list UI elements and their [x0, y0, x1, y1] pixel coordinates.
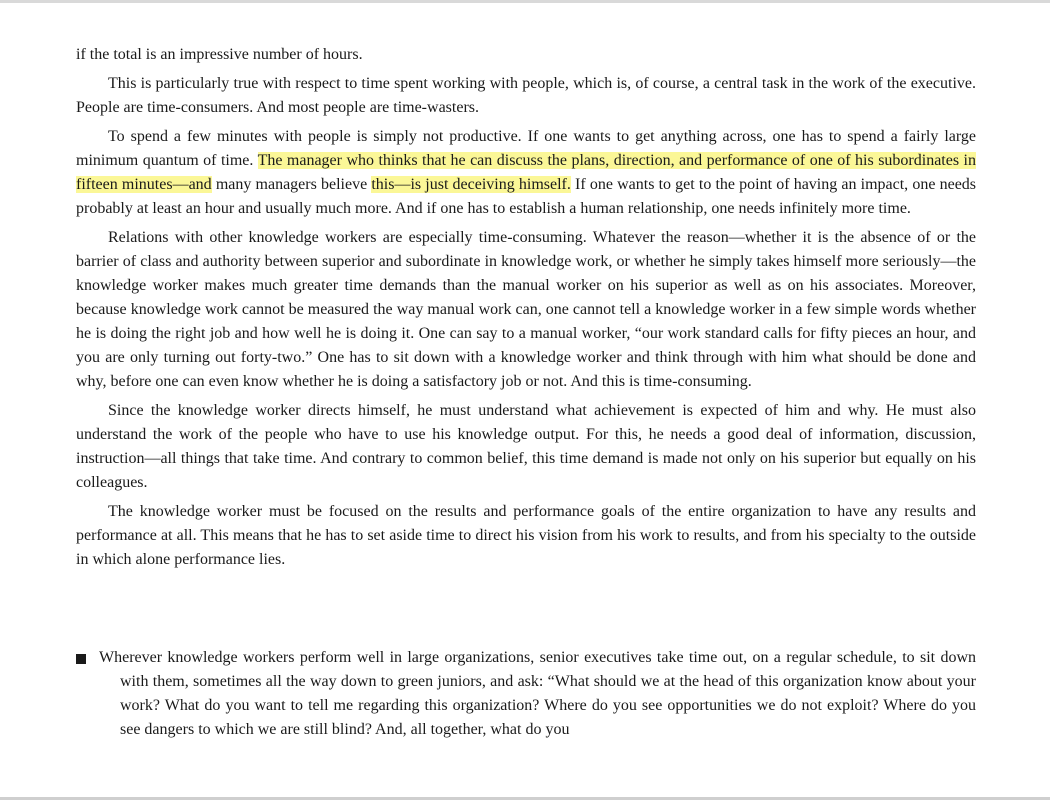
bullet-text: Wherever knowledge workers perform well in large organizations, senior executives take time out, on a regular schedule, to sit down with them, sometimes all the way down to green juniors, and ask: “What should we at the head of this organization know about your work? What do you want to tell me regarding this organization? Where do you see opportunities we do not exploit? Where do you see dangers to which we are still blind? And, all together, what do you — [99, 649, 976, 738]
paragraph-directs-himself: Since the knowledge worker directs himself, he must understand what achievement is expected of him and why. He must also understand the work of the people who have to use his knowledge output. For this, he needs a good deal of information, discussion, instruction—all things that take time. And contrary to common belief, this time demand is made not only on his superior but equally on his colleagues. — [76, 402, 976, 491]
square-bullet-icon — [76, 654, 86, 664]
highlighted-passage[interactable]: this—is just deceiving himself. — [371, 176, 571, 193]
paragraph-text: If one wants to get to the point of having an impact, one needs probably at least an hour and usually much more. And if one has to establish a human relationship, one needs infinitely more time. — [76, 176, 977, 217]
paragraph-knowledge-workers-relations: Relations with other knowledge workers are especially time-consuming. Whatever the reason—whether it is the absence of or the barrier of class and authority between superior and subordinate in knowledge work, or whether he simply takes himself more seriously—the knowledge worker makes much greater time demands than the manual worker on his superior as well as on his associates. Moreover, because knowledge work cannot be measured the way manual work can, one cannot tell a knowledge worker in a few simple words whether he is doing the right job and how well he is doing it. One can say to a manual worker, “our work standard calls for fifty pieces an hour, and you are only turning out forty-two.” One has to sit down with a knowledge worker and think through with him what should be done and why, before one can even know whether he is doing a satisfactory job or not. And this is time-consuming. — [76, 229, 976, 390]
paragraph-text: To spend a few minutes with people is simply not productive. If one wants to get anything across, one has to spend a fairly large minimum quantum of time. — [76, 128, 976, 169]
paragraph-time-with-people: This is particularly true with respect to time spent working with people, which is, of course, a central task in the work of the executive. People are time-consumers. And most people are time-wasters. — [76, 75, 976, 116]
page-body — [76, 43, 976, 577]
page-top-edge — [0, 0, 1050, 3]
paragraph-focus-on-results: The knowledge worker must be focused on the results and performance goals of the entire organization to have any results and performance at all. This means that he has to set aside time to direct his vision from his work to results, and from his specialty to the outside in which alone performance lies. — [76, 503, 976, 568]
highlighted-passage[interactable]: The manager who thinks that he can discuss the plans, direction, and performance of one of his subordinates in fifteen minutes—and — [76, 152, 976, 193]
paragraph-text: many managers believe — [211, 176, 372, 193]
paragraph-minimum-quantum — [76, 125, 976, 221]
bullet-list-item — [76, 646, 976, 742]
paragraph-continuation: if the total is an impressive number of hours. — [76, 46, 363, 63]
